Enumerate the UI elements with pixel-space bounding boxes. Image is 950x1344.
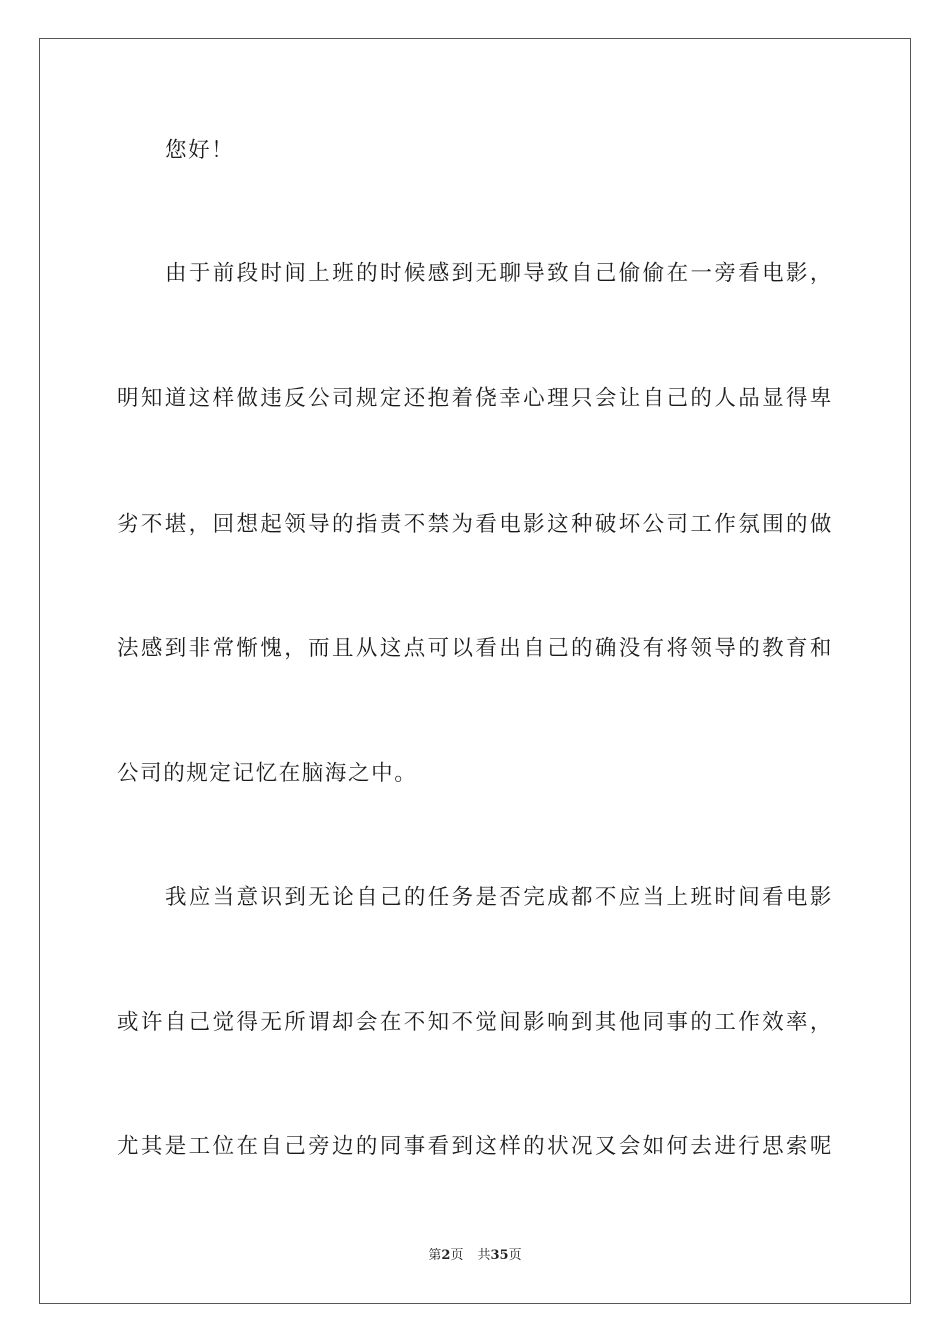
paragraph-1-line-3: 劣不堪，回想起领导的指责不禁为看电影这种破坏公司工作氛围的做 [117,512,833,537]
total-suffix: 页 [508,1248,522,1263]
paragraph-1-line-4: 法感到非常惭愧，而且从这点可以看出自己的确没有将领导的教育和 [117,636,833,661]
paragraph-2-line-2: 或许自己觉得无所谓却会在不知不觉间影响到其他同事的工作效率， [117,1010,833,1035]
greeting-line: 您好！ [165,138,235,163]
paragraph-1-line-5: 公司的规定记忆在脑海之中。 [117,761,418,786]
total-prefix: 共 [477,1248,491,1263]
page-number: 2 [441,1248,451,1263]
page-footer [0,1247,950,1265]
page-prefix: 第 [428,1248,442,1263]
paragraph-1-line-2: 明知道这样做违反公司规定还抱着侥幸心理只会让自己的人品显得卑 [117,386,833,411]
page-border [39,38,911,1304]
paragraph-1-line-1: 由于前段时间上班的时候感到无聊导致自己偷偷在一旁看电影， [165,261,833,286]
paragraph-2-line-1: 我应当意识到无论自己的任务是否完成都不应当上班时间看电影 [165,885,833,910]
total-pages: 35 [490,1248,509,1263]
paragraph-2-line-3: 尤其是工位在自己旁边的同事看到这样的状况又会如何去进行思索呢 [117,1134,833,1159]
page-suffix: 页 [450,1248,464,1263]
